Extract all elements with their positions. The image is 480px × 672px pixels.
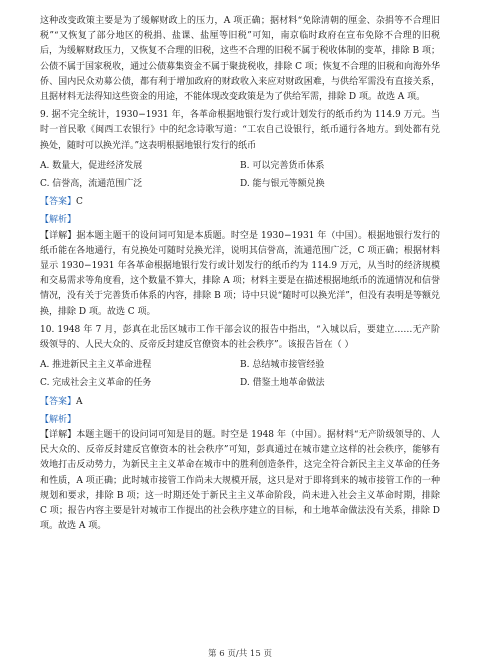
question-9-options (40, 159, 440, 192)
question-10-answer (40, 395, 440, 410)
question-9-analysis-label: 【解析】 (40, 215, 77, 226)
question-9-detail (40, 229, 440, 320)
question-10-option-d: D. 借鉴土地革命做法 (240, 378, 325, 389)
question-9-option-d: D. 能与银元等额兑换 (240, 179, 325, 190)
detail-text: 据本题主题干的设问词可知是本质题。时空是 1930−1931 年（中国）。根据地银行发行的纸币能在各地通行，有兑换处可随时兑换光洋，说明其信誉高，流通范围广泛，C 项正确；根据材料显示 1930−1931 年各革命根据地银行发行或计划发行的纸币约为 114.9 万元，从当时的经济规模和交易需求等角度看，这个数量不算大，排除 A 项；材料主要是在描述根据地纸币的流通情况和信誉情况，没有关于完善货币体系的内容，排除 B 项；诗中只说“随时可以换光洋”，但没有表明是等额兑换，排除 D 项。故选 C 项。 (40, 230, 440, 317)
question-9-option-a: A. 数量大，促进经济发展 (40, 160, 143, 171)
detail-label: 【详解】 (40, 230, 77, 241)
question-9-answer (40, 195, 440, 210)
question-9-stem: 9. 据不完全统计，1930−1931 年，各革命根据地银行发行或计划发行的纸币约为 114.9 万元。当时一首民歌《闽西工农银行》中的纪念诗歌写道：“工农自己设银行，纸币通行各地方。到处都有兑换处，随时可以换光洋。”这表明根据地银行发行的纸币 (40, 110, 440, 151)
page-number-footer: 第 6 页/共 15 页 (208, 648, 272, 659)
question-9-option-b: B. 可以完善货币体系 (240, 160, 325, 171)
answer-label: 【答案】 (40, 396, 77, 407)
answer-label: 【答案】 (40, 197, 77, 208)
detail-label: 【详解】 (40, 430, 77, 441)
question-10-option-a: A. 推进新民主主义革命进程 (40, 360, 152, 371)
previous-question-analysis: 这种改变政策主要是为了缓解财政上的压力，A 项正确；据材料“免除清朝的厘金、杂捐等不合理旧税”“又恢复了部分地区的税捐、盐课、盐厘等旧税”可知，南京临时政府在宣布免除不合理的旧税后，为缓解财政压力，又恢复不合理的旧税，这些不合理的旧税不属于税收体制的变革，排除 B 项；公债不属于国家税收，通过公债募集资金不属于聚拢税收，排除 C 项；恢复不合理的旧税和向海外华侨、国内民众劝募公债，都有利于增加政府的财政收入来应对财政困难，与供给军需没有直接关系，且据材料无法得知这些资金的用途，不能体现改变政策是为了供给军需，排除 D 项。故选 A 项。 (40, 16, 440, 103)
question-10-option-c: C. 完成社会主义革命的任务 (40, 378, 152, 389)
question-10-options (40, 358, 440, 391)
question-10-analysis-label: 【解析】 (40, 414, 77, 425)
detail-text: 本题主题干的设问词可知是目的题。时空是 1948 年（中国）。据材料“无产阶级领导的、人民大众的、反帝反封建反官僚资本的社会秩序”可知，彭真通过在城市建立这样的社会秩序，能够有效地打击反动势力，为新民主主义革命在城市中的胜利创造条件，这完全符合新民主主义革命的任务和性质，A 项正确；此时城市接管工作尚未大规模开展，这只是对于即将到来的城市接管工作的一种规划和要求，排除 B 项；这一时期还处于新民主主义革命阶段，尚未进入社会主义革命时期，排除 C 项；报告内容主要是针对城市工作提出的社会秩序建立的目标，和土地革命做法没有关系，排除 D 项。故选 A 项。 (40, 430, 440, 532)
question-10-stem: 10. 1948 年 7 月，彭真在北岳区城市工作干部会议的报告中指出，“入城以后，要建立……无产阶级领导的、人民大众的、反帝反封建反官僚资本的社会秩序”。该报告旨在（ ） (40, 324, 440, 351)
question-10-option-b: B. 总结城市接管经验 (240, 360, 325, 371)
answer-value: C (76, 197, 83, 208)
answer-value: A (76, 396, 83, 407)
question-9-option-c: C. 信誉高，流通范围广泛 (40, 179, 143, 190)
question-10-detail (40, 428, 440, 534)
